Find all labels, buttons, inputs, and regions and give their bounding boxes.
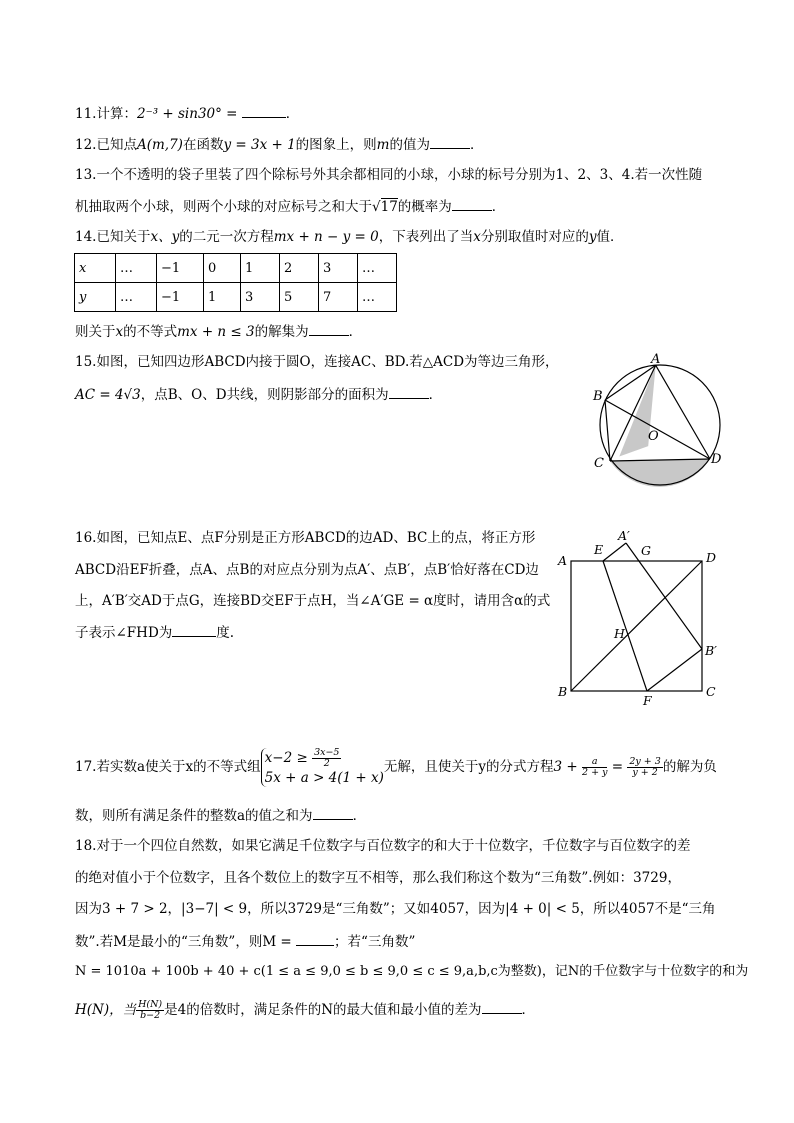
table-cell: 2 bbox=[280, 254, 319, 283]
q15-line1: 15.如图，已知四边形ABCD内接于圆O，连接AC、BD.若△ACD为等边三角形， bbox=[75, 354, 559, 370]
q11-answer-blank[interactable] bbox=[242, 103, 286, 118]
q14-text-2a: 则关于 bbox=[75, 324, 116, 340]
q16-text-end: 度. bbox=[216, 625, 235, 641]
q13-text: 机抽取两个小球，则两个小球的对应标号之和大于 bbox=[75, 199, 372, 215]
q15-line-ad bbox=[656, 365, 710, 459]
q17-ineq2: 5x + a > 4(1 + x) bbox=[264, 770, 384, 786]
q12-text-mid2: 的图象上，则 bbox=[295, 137, 377, 153]
label-h: H bbox=[614, 626, 625, 641]
table-cell: y bbox=[75, 283, 116, 312]
q18-line3: 因为3 + 7 > 2，|3−7| < 9，所以3729是“三角数”；又如4057，因为|4 + 0| < 5，所以4057不是“三角 bbox=[75, 901, 716, 917]
q13-answer-blank[interactable] bbox=[452, 196, 492, 211]
q14-value-table bbox=[74, 253, 397, 312]
q18-answer-blank-diff[interactable] bbox=[482, 999, 522, 1014]
label-e: E bbox=[594, 542, 604, 557]
q18-fraction bbox=[136, 1000, 164, 1021]
table-cell: … bbox=[116, 254, 157, 283]
fraction-denominator: y + 2 bbox=[632, 767, 658, 778]
label-d: D bbox=[706, 550, 717, 565]
table-row bbox=[75, 254, 397, 283]
q16-line3: 上，A′B′交AD于点G，连接BD交EF于点H，当∠A′GE = α度时，请用含α的式 bbox=[75, 593, 551, 609]
q17-line1 bbox=[75, 748, 717, 787]
q14-text: 14.已知关于 bbox=[75, 229, 151, 245]
label-o: O bbox=[648, 429, 659, 444]
q14-x-2: x bbox=[115, 324, 124, 340]
table-cell: 3 bbox=[241, 283, 280, 312]
table-cell: 1 bbox=[241, 254, 280, 283]
q17-ineq1-fraction bbox=[312, 748, 341, 769]
q12-text: 12.已知点 bbox=[75, 137, 137, 153]
q12-text-mid: 在函数 bbox=[182, 137, 224, 153]
sqrt-icon: √ bbox=[372, 199, 381, 215]
q18-text-h: H(N)，当 bbox=[75, 1002, 137, 1018]
q15-ac-length: AC = 4√3 bbox=[75, 387, 141, 403]
table-cell: 3 bbox=[319, 254, 358, 283]
label-c: C bbox=[706, 684, 716, 699]
q13-radicand: 17 bbox=[380, 199, 398, 215]
q12-text-end: 的值为 bbox=[389, 137, 430, 153]
q18-line6 bbox=[75, 996, 535, 1024]
q14-text-c: ，下表列出了当 bbox=[378, 229, 474, 245]
label-g: G bbox=[641, 543, 651, 558]
label-a-prime: A′ bbox=[618, 528, 630, 543]
table-cell: −1 bbox=[157, 254, 204, 283]
q17-text-mid: 无解，且使关于y的分式方程 bbox=[383, 759, 554, 775]
label-f: F bbox=[643, 693, 652, 708]
label-a: A bbox=[651, 352, 661, 367]
q14-text-b: 的二元一次方程 bbox=[179, 229, 274, 245]
q14-line2 bbox=[75, 321, 362, 342]
table-cell: −1 bbox=[157, 283, 204, 312]
label-b: B bbox=[558, 684, 568, 699]
q13-line2 bbox=[75, 196, 505, 217]
q13-period: ． bbox=[491, 199, 506, 215]
q17-inequality-system bbox=[261, 748, 384, 787]
q16-answer-blank[interactable] bbox=[172, 622, 216, 637]
q18-text: 数”.若M是最小的“三角数”，则M = bbox=[75, 934, 292, 950]
q14-inequality: mx + n ≤ 3 bbox=[177, 324, 255, 340]
q15-text: ，点B、O、D共线，则阴影部分的面积为 bbox=[140, 387, 389, 403]
q18-line5: N = 1010a + 100b + 40 + c(1 ≤ a ≤ 9,0 ≤ b ≤ 9,0 ≤ c ≤ 9,a,b,c为整数)，记N的千位数字与十位数字的和为 bbox=[75, 964, 749, 979]
q17-frac1 bbox=[582, 757, 607, 778]
fraction-numerator: a bbox=[582, 757, 607, 768]
table-cell: x bbox=[75, 254, 116, 283]
q16-line-bd bbox=[571, 561, 702, 691]
q15-figure bbox=[585, 345, 735, 490]
table-cell: … bbox=[358, 283, 397, 312]
q18-line1: 18.对于一个四位自然数，如果它满足千位数字与百位数字的和大于十位数字，千位数字与百位数字的差 bbox=[75, 838, 691, 854]
q17-line2 bbox=[75, 805, 366, 826]
q18-text-b: ；若“三角数” bbox=[334, 934, 416, 950]
q17-text-2: 数，则所有满足条件的整数a的值之和为 bbox=[75, 808, 313, 824]
q17-frac2 bbox=[627, 757, 662, 778]
q18-line2: 的绝对值小于个位数字，且各个数位上的数字互不相等，那么我们称这个数为“三角数”.例如：3729， bbox=[75, 870, 681, 886]
q17-ineq1 bbox=[265, 748, 384, 769]
q16-line4 bbox=[75, 622, 234, 643]
q16-line-ab-prime bbox=[626, 543, 702, 649]
q15-answer-blank[interactable] bbox=[389, 384, 429, 399]
label-b-prime: B′ bbox=[705, 643, 718, 658]
q13-text-end: 的概率为 bbox=[397, 199, 452, 215]
q14-equation: mx + n − y = 0 bbox=[273, 229, 379, 245]
fraction-denominator: 2 bbox=[323, 758, 330, 769]
q15-line2 bbox=[75, 384, 442, 405]
q16-line-ea bbox=[603, 543, 626, 561]
fraction-denominator: b−2 bbox=[140, 1010, 161, 1021]
label-d: D bbox=[711, 452, 722, 467]
q11-expression: 2⁻³ + sin30° = bbox=[136, 106, 242, 122]
q17-period: ． bbox=[352, 808, 367, 824]
q12-line bbox=[75, 134, 483, 155]
q14-x: x bbox=[473, 229, 481, 245]
label-b: B bbox=[593, 389, 603, 404]
q18-answer-blank-m[interactable] bbox=[296, 931, 334, 946]
fraction-numerator: 2y + 3 bbox=[629, 756, 661, 767]
q14-line1 bbox=[75, 227, 624, 247]
q15-shaded-segment bbox=[610, 459, 710, 487]
q17-equals: = bbox=[611, 759, 624, 775]
table-cell: 5 bbox=[280, 283, 319, 312]
table-cell: 0 bbox=[204, 254, 241, 283]
fraction-numerator: 3x−5 bbox=[314, 747, 340, 758]
q17-ineq1-left: x−2 ≥ bbox=[264, 750, 308, 766]
q16-line-bf bbox=[647, 649, 702, 691]
q14-text-e: 值． bbox=[596, 229, 624, 245]
q12-function: y = 3x + 1 bbox=[223, 137, 296, 153]
q14-period: ． bbox=[348, 324, 363, 340]
q16-text: 子表示∠FHD为 bbox=[75, 625, 173, 641]
q18-period: ． bbox=[521, 1002, 536, 1018]
q11-number: 11.计算： bbox=[75, 106, 137, 122]
table-cell: 1 bbox=[204, 283, 241, 312]
q12-point: A(m,7) bbox=[136, 137, 183, 153]
q14-text-2c: 的解集为 bbox=[254, 324, 309, 340]
label-a: A bbox=[558, 553, 568, 568]
q17-text: 17.若实数a使关于x的不等式组 bbox=[75, 759, 261, 775]
q14-text-2b: 的不等式 bbox=[123, 324, 178, 340]
q14-y: y bbox=[588, 229, 597, 245]
q16-line1: 16.如图，已知点E、点F分别是正方形ABCD的边AD、BC上的点，将正方形 bbox=[75, 530, 536, 546]
fraction-denominator: 2 + y bbox=[582, 767, 608, 778]
q17-text-tail: 的解为负 bbox=[662, 759, 717, 775]
q18-text-end: 是4的倍数时，满足条件的N的最大值和最小值的差为 bbox=[164, 1002, 482, 1018]
q16-line2: ABCD沿EF折叠，点A、点B的对应点分别为点A′、点B′，点B′恰好落在CD边 bbox=[75, 562, 539, 578]
q14-answer-blank[interactable] bbox=[309, 321, 349, 336]
fraction-numerator: H(N) bbox=[138, 999, 163, 1010]
q13-line1: 13.一个不透明的袋子里装了四个除标号外其余都相同的小球，小球的标号分别为1、2、3、4.若一次性随 bbox=[75, 167, 703, 183]
label-c: C bbox=[594, 456, 604, 471]
q11-period: ． bbox=[285, 106, 300, 122]
q12-period: ． bbox=[469, 137, 484, 153]
q16-line-ef bbox=[603, 561, 647, 691]
table-cell: … bbox=[358, 254, 397, 283]
q11-line bbox=[75, 103, 299, 124]
q17-eq-part: 3 + bbox=[553, 759, 578, 775]
q15-period: ． bbox=[428, 387, 443, 403]
table-cell: 7 bbox=[319, 283, 358, 312]
table-row bbox=[75, 283, 397, 312]
q14-vars: x、y bbox=[150, 229, 180, 245]
q12-answer-blank[interactable] bbox=[430, 134, 470, 149]
q18-line4 bbox=[75, 931, 415, 952]
table-cell: … bbox=[116, 283, 157, 312]
q17-answer-blank[interactable] bbox=[313, 805, 353, 820]
q12-variable: m bbox=[376, 137, 390, 153]
q16-figure bbox=[552, 525, 727, 710]
q14-text-d: 分别取值时对应的 bbox=[480, 229, 589, 245]
